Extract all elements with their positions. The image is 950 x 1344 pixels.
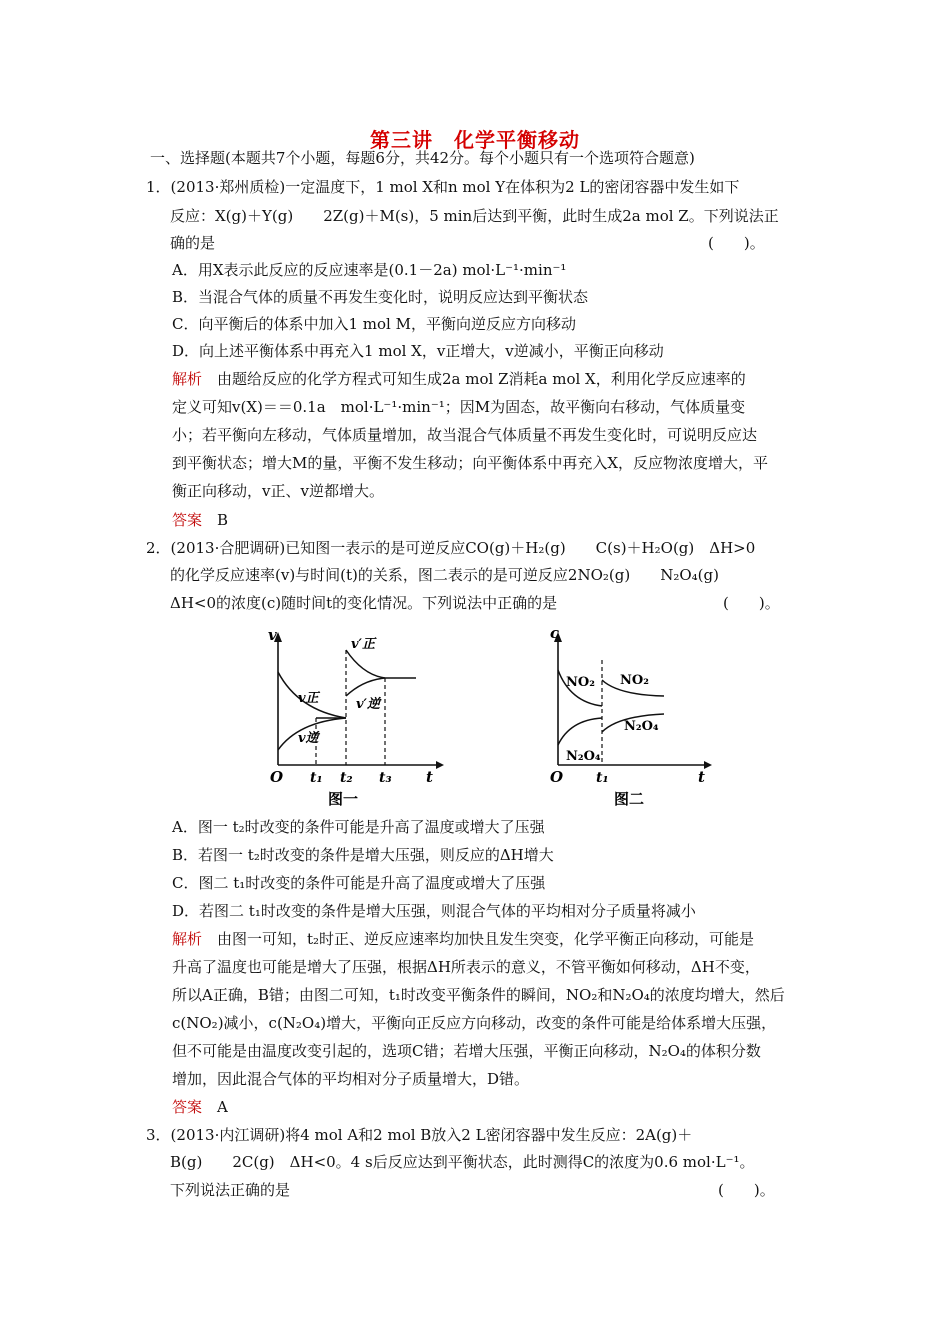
q2-analysis-line-6: 增加，因此混合气体的平均相对分子质量增大，D错。 [172,1070,530,1088]
q2-answer-line [172,1097,228,1117]
fig1-x-arrow [436,761,444,769]
q2-option-a: A．图一 t₂时改变的条件可能是升高了温度或增大了压强 [172,818,545,836]
q2-option-c: C．图二 t₁时改变的条件可能是升高了温度或增大了压强 [172,874,546,892]
fig1-vp-forward-curve [346,650,385,678]
q2-answer-value: A [202,1098,228,1116]
q1-option-c: C．向平衡后的体系中加入1 mol M，平衡向逆反应方向移动 [172,315,576,333]
fig1-t2-label: t₂ [340,770,353,786]
fig1-vp-reverse-label: v′逆 [356,697,380,712]
q2-analysis-line-5: 但不可能是由温度改变引起的，选项C错；若增大压强，平衡正向移动，N₂O₄的体积分数 [172,1042,761,1060]
q1-line-2: 反应：X(g)＋Y(g) 2Z(g)＋M(s)，5 min后达到平衡，此时生成2a mol Z。下列说法正 [170,207,779,225]
figure-one [258,620,448,810]
q1-answer-label: 答案 [172,511,203,529]
fig2-n2o4-label-a: N₂O₄ [566,749,601,764]
q1-analysis-line-4: 到平衡状态；增大M的量，平衡不发生移动；向平衡体系中再充入X，反应物浓度增大，平 [172,454,769,472]
fig2-y-label: c [550,624,560,642]
q2-analysis-line-4: c(NO₂)减小，c(N₂O₄)增大，平衡向正反应方向移动，改变的条件可能是给体系增大压强， [172,1014,777,1032]
q1-analysis-line-5: 衡正向移动，v正、v逆都增大。 [172,482,384,500]
q1-analysis-label: 解析 [172,370,203,388]
fig2-origin-label: O [550,768,564,786]
q1-option-b: B．当混合气体的质量不再发生变化时，说明反应达到平衡状态 [172,288,589,306]
q1-option-d: D．向上述平衡体系中再充入1 mol X，v正增大，v逆减小，平衡正向移动 [172,342,664,360]
q2-analysis-line-1 [172,929,754,949]
q1-analysis-line-3: 小；若平衡向左移动，气体质量增加，故当混合气体质量不再发生变化时，可说明反应达 [172,426,758,444]
q2-analysis-label: 解析 [172,930,203,948]
fig2-n2o4-label-b: N₂O₄ [624,719,659,734]
fig1-t3-label: t₃ [379,770,392,786]
q2-option-d: D．若图二 t₁时改变的条件是增大压强，则混合气体的平均相对分子质量将减小 [172,902,696,920]
q2-answer-paren: ( )。 [723,594,780,612]
q1-answer-value: B [202,511,229,529]
fig2-x-arrow [704,761,712,769]
q2-option-b: B．若图一 t₂时改变的条件是增大压强，则反应的ΔH增大 [172,846,554,864]
fig1-vp-forward-label: v′正 [351,637,375,652]
fig1-v-forward-label: v正 [298,691,319,706]
fig2-x-label: t [698,768,705,786]
figure-two [538,620,728,810]
q2-line-2: 的化学反应速率(v)与时间(t)的关系，图二表示的是可逆反应2NO₂(g) N₂O₄(g) [170,566,719,584]
fig1-origin-label: O [270,768,284,786]
q1-analysis-line-1 [172,369,746,389]
q3-line-1: 3．(2013·内江调研)将4 mol A和2 mol B放入2 L密闭容器中发生反应：2A(g)＋ [146,1126,693,1144]
q1-line-3: 确的是 [170,234,216,252]
q1-analysis-text-1: 由题给反应的化学方程式可知生成2a mol Z消耗a mol X，利用化学反应速率的 [202,370,746,388]
fig1-caption: 图一 [328,790,359,808]
q2-analysis-text-1: 由图一可知，t₂时正、逆反应速率均加快且发生突变，化学平衡正向移动，可能是 [202,930,755,948]
q1-analysis-line-2: 定义可知v(X)＝＝0.1a mol·L⁻¹·min⁻¹；因M为固态，故平衡向右移动，气体质量变 [172,398,746,416]
page-title: 第三讲 化学平衡移动 [370,128,580,152]
fig1-x-label: t [426,768,433,786]
q3-line-3: 下列说法正确的是 [170,1181,291,1199]
fig2-no2-label-b: NO₂ [620,673,649,688]
q3-line-2: B(g) 2C(g) ΔH<0。4 s后反应达到平衡状态，此时测得C的浓度为0.6 mol·L⁻¹。 [170,1153,755,1171]
q2-analysis-line-2: 升高了温度也可能是增大了压强，根据ΔH所表示的意义，不管平衡如何移动，ΔH不变， [172,958,760,976]
fig1-v-reverse-label: v逆 [298,731,319,746]
section-heading: 一、选择题(本题共7个小题，每题6分，共42分。每个小题只有一个选项符合题意) [150,149,695,167]
q2-answer-label: 答案 [172,1098,203,1116]
q1-option-a: A．用X表示此反应的反应速率是(0.1－2a) mol·L⁻¹·min⁻¹ [172,261,567,279]
fig2-n2o4-curve-a [558,718,602,745]
q1-line-1: 1．(2013·郑州质检)一定温度下，1 mol X和n mol Y在体积为2 L的密闭容器中发生如下 [146,178,740,196]
fig1-t1-label: t₁ [310,770,323,786]
fig2-no2-label-a: NO₂ [566,675,595,690]
q2-line-1: 2．(2013·合肥调研)已知图一表示的是可逆反应CO(g)＋H₂(g) C(s)＋H₂O(g) ΔH>0 [146,539,756,557]
q1-answer-paren: ( )。 [708,234,765,252]
fig2-t1-label: t₁ [596,770,609,786]
fig2-caption: 图二 [614,790,645,808]
q3-answer-paren: ( )。 [718,1181,775,1199]
q2-line-3: ΔH<0的浓度(c)随时间t的变化情况。下列说法中正确的是 [170,594,558,612]
q2-analysis-line-3: 所以A正确，B错；由图二可知，t₁时改变平衡条件的瞬间，NO₂和N₂O₄的浓度均增大，然后 [172,986,785,1004]
fig1-vp-reverse-curve [346,678,385,696]
fig1-y-label: v [268,626,277,644]
q1-answer-line [172,510,228,530]
